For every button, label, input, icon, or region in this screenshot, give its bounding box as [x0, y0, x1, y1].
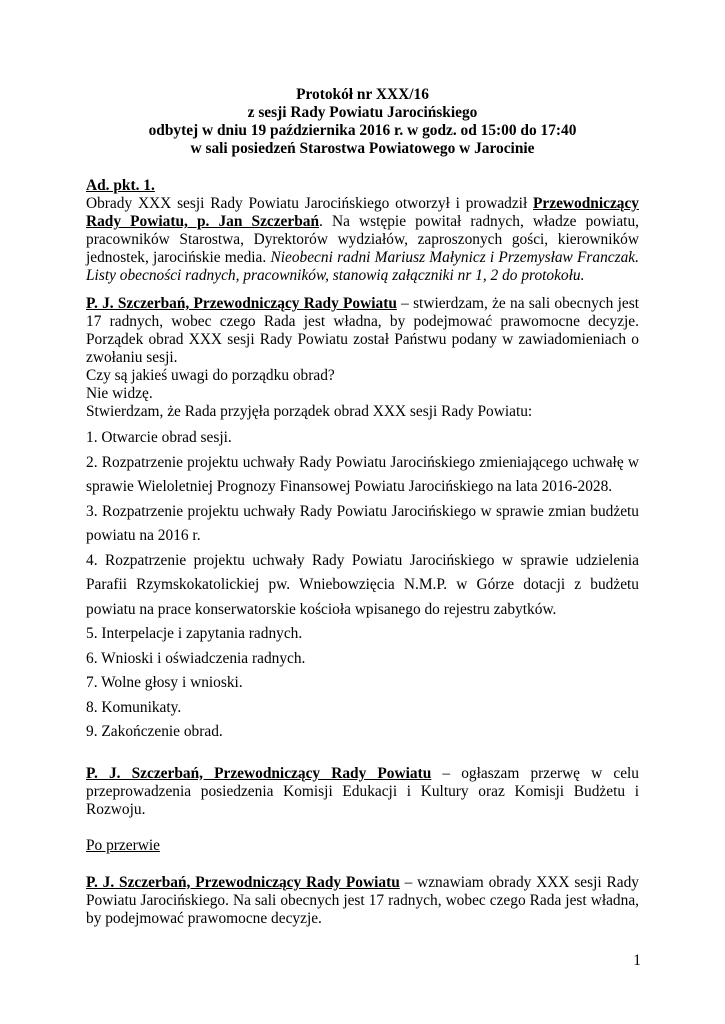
speech-1-answer: Nie widzę.	[86, 385, 153, 402]
agenda-item: 2. Rozpatrzenie projektu uchwały Rady Powiatu Jarocińskiego zmieniającego uchwałę w sprawie Wieloletniej Prognozy Finansowej Powiatu Jarocińskiego na lata 2016-2028.	[86, 453, 639, 495]
break-label: Po przerwie	[86, 836, 160, 854]
document-page	[86, 86, 639, 928]
agenda-item: 4. Rozpatrzenie projektu uchwały Rady Powiatu Jarocińskiego w sprawie udzielenia Parafii Rzymskokatolickiej pw. Wniebowzięcia N.M.P. w Górze dotacji z budżetu powiatu na prace konserwatorskie kościoła wpisanego do rejestru zabytków.	[86, 551, 639, 618]
agenda-item: 7. Wolne głosy i wnioski.	[86, 674, 243, 691]
speech-1-paragraph	[86, 295, 639, 367]
speaker-name: P. J. Szczerbań, Przewodniczący Rady Powiatu	[86, 873, 400, 891]
intro-text-a: Obrady XXX sesji Rady Powiatu Jarocińskiego otworzył i prowadził	[86, 195, 534, 212]
agenda-item: 9. Zakończenie obrad.	[86, 723, 223, 740]
speech-3	[86, 874, 639, 928]
title-line-3: odbytej w dniu 19 października 2016 r. w godz. od 15:00 do 17:40	[148, 122, 577, 139]
title-line-4: w sali posiedzeń Starostwa Powiatowego w Jarocinie	[190, 140, 535, 157]
absence-note: Nieobecni radni Mariusz Małynicz i Przemysław Franczak. Listy obecności radnych, pracowników, stanowią załączniki nr 1, 2 do protokołu.	[86, 249, 639, 284]
agenda-list	[86, 426, 639, 745]
agenda-item: 8. Komunikaty.	[86, 698, 182, 716]
speech-3-text: – wznawiam obrady XXX sesji Rady Powiatu Jarocińskiego. Na sali obecnych jest 17 radnych, wobec czego Rada jest władna, by podejmować prawomocne decyzje.	[86, 873, 639, 927]
document-title	[86, 86, 639, 158]
speaker-name: P. J. Szczerbań, Przewodniczący Rady Powiatu	[86, 764, 432, 782]
agenda-item: 1. Otwarcie obrad sesji.	[86, 429, 232, 446]
agenda-item: 6. Wnioski i oświadczenia radnych.	[86, 649, 306, 667]
chairman-name: Przewodniczący Rady Powiatu, p. Jan Szczerbań	[86, 195, 639, 230]
title-line-1: Protokół nr XXX/16	[296, 86, 429, 103]
speech-1-text: – stwierdzam, że na sali obecnych jest 17 radnych, wobec czego Rada jest władna, by podejmować prawomocne decyzje. Porządek obrad XXX sesji Rady Powiatu został Państwu podany w zawiadomieniach o zwołaniu sesji.	[86, 295, 639, 366]
agenda-item: 3. Rozpatrzenie projektu uchwały Rady Powiatu Jarocińskiego w sprawie zmian budżetu powiatu na 2016 r.	[86, 502, 639, 544]
speech-2-text: – ogłaszam przerwę w celu przeprowadzenia posiedzenia Komisji Edukacji i Kultury oraz Komisji Budżetu i Rozwoju.	[86, 764, 639, 818]
title-line-2: z sesji Rady Powiatu Jarocińskiego	[247, 104, 478, 121]
intro-text-b: . Na wstępie powitał radnych, władze powiatu, pracowników Starostwa, Dyrektorów wydziałów, zaproszonych gości, kierowników jednostek, jarocińskie media.	[86, 213, 640, 266]
speech-2	[86, 765, 639, 819]
page-number: 1	[633, 952, 641, 969]
section-heading: Ad. pkt. 1.	[86, 177, 155, 194]
agenda-item: 5. Interpelacje i zapytania radnych.	[86, 625, 303, 642]
speaker-name: P. J. Szczerbań, Przewodniczący Rady Powiatu	[86, 295, 397, 312]
speech-1-question: Czy są jakieś uwagi do porządku obrad?	[86, 367, 335, 384]
section-1-paragraph	[86, 195, 639, 285]
speech-1	[86, 295, 639, 421]
section-1	[86, 177, 639, 285]
speech-1-statement: Stwierdzam, że Rada przyjęła porządek obrad XXX sesji Rady Powiatu:	[86, 403, 533, 420]
